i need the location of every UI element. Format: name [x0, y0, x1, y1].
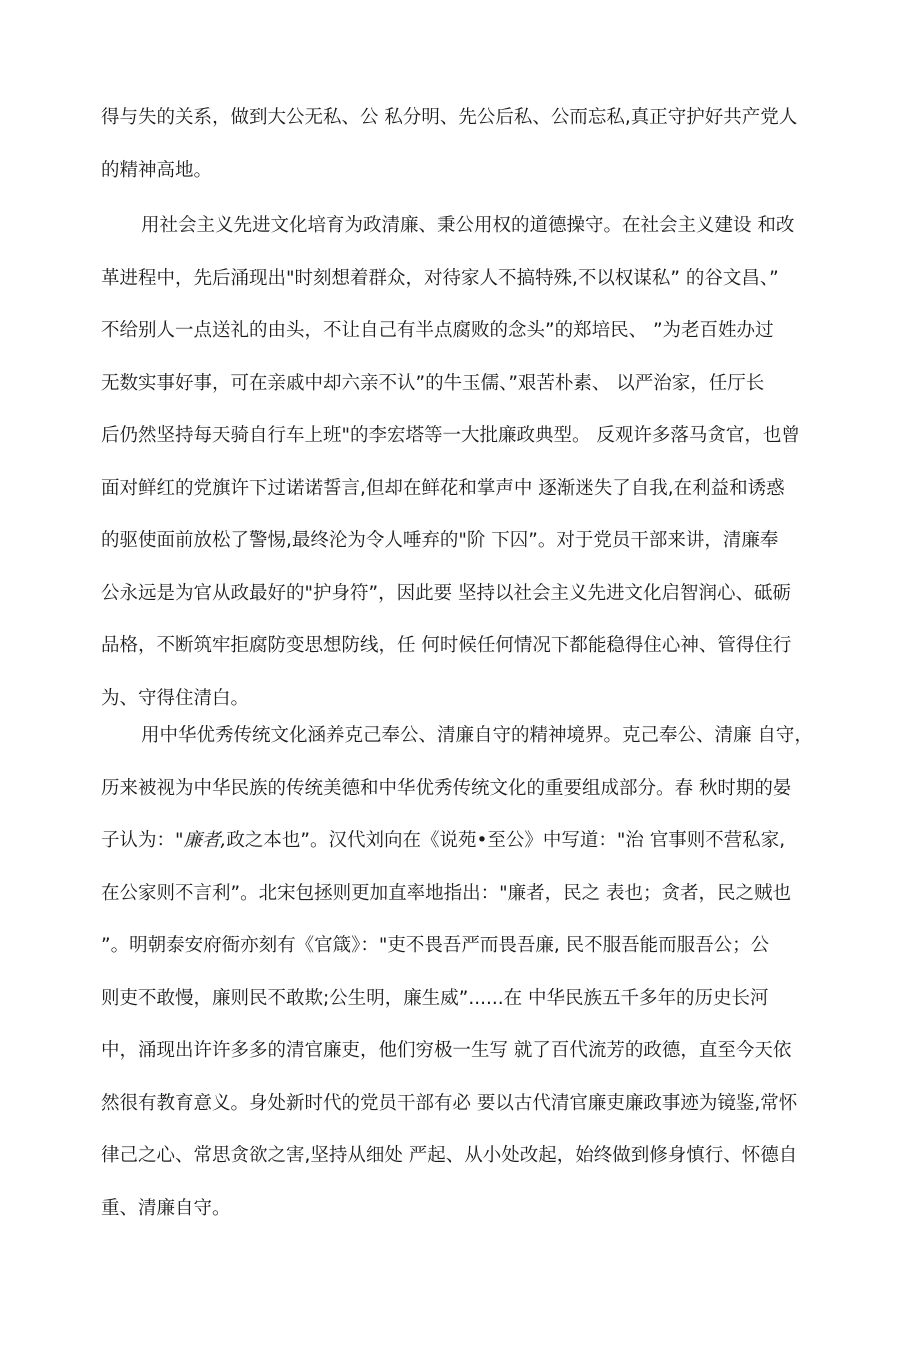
- text-line: 用中华优秀传统文化涵养克己奉公、清廉自守的精神境界。克己奉公、清廉 自守，: [141, 725, 813, 746]
- text-line: 品格，不断筑牢拒腐防变思想防线，任 何时候任何情况下都能稳得住心神、管得住行: [101, 635, 792, 656]
- text-line: 用社会主义先进文化培育为政清廉、秉公用权的道德操守。在社会主义建设 和改: [141, 215, 795, 236]
- text-line: 中，涌现出许许多多的清官廉吏，他们穷极一生写 就了百代流芳的政德，直至今天依: [101, 1040, 792, 1061]
- text-line: 无数实事好事，可在亲戚中却六亲不认”的牛玉儒、”艰苦朴素、 以严治家，任厅长: [101, 372, 765, 394]
- text-line: 的驱使面前放松了警惕,最终沦为令人唾弃的"阶 下囚”。对于党员干部来讲，清廉奉: [101, 530, 779, 551]
- text-line: 为、守得住清白。: [101, 687, 250, 709]
- text-line: 不给别人一点送礼的由头，不让自己有半点腐败的念头”的郑培民、 ”为老百姓办过: [101, 320, 774, 341]
- text-line: 后仍然坚持每天骑自行车上班"的李宏塔等一大批廉政典型。 反观许多落马贪官，也曾: [101, 425, 800, 446]
- text-line: ”。明朝泰安府衙亦刻有《官箴》："吏不畏吾严而畏吾廉, 民不服吾能而服吾公；公: [101, 935, 770, 956]
- text-line: [101, 815, 831, 868]
- text-line: 公永远是为官从政最好的"护身符”，因此要 坚持以社会主义先进文化启智润心、砥砺: [101, 582, 791, 604]
- text-line: 革进程中，先后涌现出"时刻想着群众，对待家人不搞特殊,不以权谋私” 的谷文昌、”: [101, 267, 779, 289]
- paragraph-1: [101, 92, 831, 197]
- text-line: 面对鲜红的党旗许下过诺诺誓言,但却在鲜花和掌声中 逐渐迷失了自我,在利益和诱惑: [101, 477, 785, 499]
- text-segment: 子认为：: [101, 830, 176, 851]
- text-line: 重、清廉自守。: [101, 1197, 231, 1219]
- text-line: 历来被视为中华民族的传统美德和中华优秀传统文化的重要组成部分。春 秋时期的晏: [101, 777, 792, 799]
- text-line: 律己之心、常思贪欲之害,坚持从细处 严起、从小处改起，始终做到修身慎行、怀德自: [101, 1145, 798, 1166]
- text-line: 得与失的关系，做到大公无私、公 私分明、先公后私、公而忘私,真正守护好共产党人: [101, 107, 798, 128]
- text-segment: 政之本也”。汉代刘向在《说苑•至公》中写道："治 官事则不营私家,: [226, 830, 786, 851]
- text-line: 的精神高地。: [101, 159, 213, 181]
- paragraph-2: [101, 200, 831, 725]
- italic-quote: "廉者,: [175, 830, 227, 851]
- text-line: 在公家则不言利”。北宋包拯则更加直率地指出："廉者，民之 表也；贪者，民之贼也: [101, 882, 791, 904]
- paragraph-3: [101, 710, 831, 1235]
- text-line: 然很有教育意义。身处新时代的党员干部有必 要以古代清官廉吏廉政事迹为镜鉴,常怀: [101, 1092, 798, 1114]
- text-line: 则吏不敢慢，廉则民不敢欺;公生明，廉生威”......在 中华民族五千多年的历史长河: [101, 987, 769, 1009]
